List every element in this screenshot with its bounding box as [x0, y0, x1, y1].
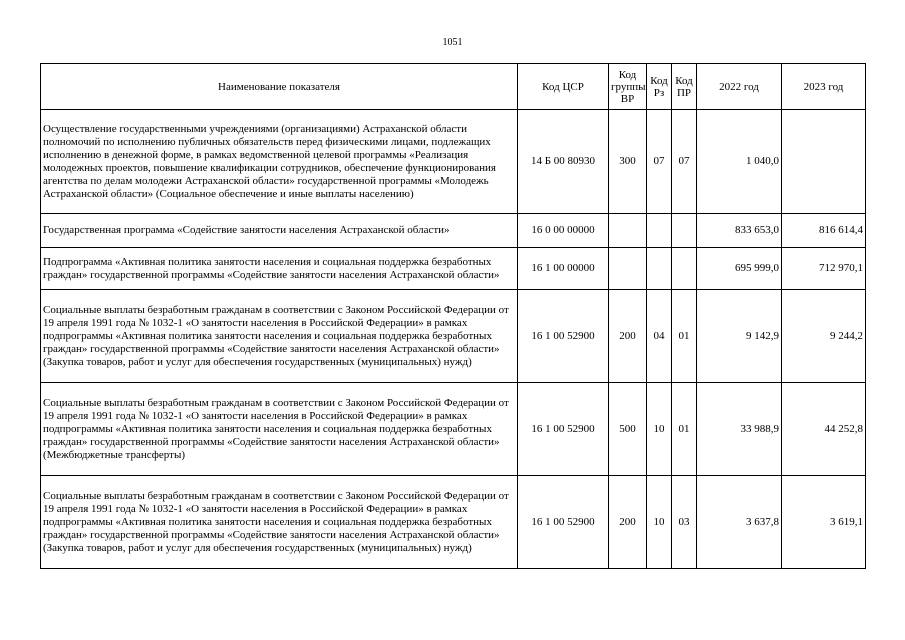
row-pr	[672, 248, 697, 290]
row-csr: 16 1 00 52900	[518, 383, 609, 476]
row-2022: 3 637,8	[697, 476, 782, 569]
budget-table	[40, 63, 866, 569]
row-2022: 33 988,9	[697, 383, 782, 476]
header-pr: Код ПР	[672, 64, 697, 110]
row-vr: 200	[609, 290, 647, 383]
row-vr: 300	[609, 110, 647, 214]
row-vr	[609, 214, 647, 248]
header-csr: Код ЦСР	[518, 64, 609, 110]
row-csr: 16 0 00 00000	[518, 214, 609, 248]
table-row	[41, 383, 866, 476]
row-csr: 16 1 00 00000	[518, 248, 609, 290]
table-row	[41, 248, 866, 290]
header-name: Наименование показателя	[41, 64, 518, 110]
row-rz	[647, 248, 672, 290]
row-name: Социальные выплаты безработным гражданам в соответствии с Законом Российской Федерации от 19 апреля 1991 года № 1032-1 «О занятости населения в Российской Федерации» в рамках подпрограммы «Активная политика занятости населения и социальная поддержка безработных граждан» государственной программы «Содействие занятости населения Астраханской области» (Межбюджетные трансферты)	[41, 383, 518, 476]
row-2023	[782, 110, 866, 214]
header-rz: Код Рз	[647, 64, 672, 110]
row-vr: 200	[609, 476, 647, 569]
row-rz: 04	[647, 290, 672, 383]
row-pr: 07	[672, 110, 697, 214]
row-csr: 14 Б 00 80930	[518, 110, 609, 214]
table-row	[41, 110, 866, 214]
row-2022: 1 040,0	[697, 110, 782, 214]
row-2023: 3 619,1	[782, 476, 866, 569]
header-vr: Код группы ВР	[609, 64, 647, 110]
header-2022: 2022 год	[697, 64, 782, 110]
row-name: Государственная программа «Содействие занятости населения Астраханской области»	[41, 214, 518, 248]
row-pr: 01	[672, 383, 697, 476]
row-rz: 10	[647, 383, 672, 476]
row-2023: 816 614,4	[782, 214, 866, 248]
table-row	[41, 290, 866, 383]
page-number: 1051	[442, 37, 463, 48]
row-pr: 01	[672, 290, 697, 383]
table-row	[41, 476, 866, 569]
row-csr: 16 1 00 52900	[518, 476, 609, 569]
row-pr: 03	[672, 476, 697, 569]
row-vr: 500	[609, 383, 647, 476]
row-name: Подпрограмма «Активная политика занятости населения и социальная поддержка безработных граждан» государственной программы «Содействие занятости населения Астраханской области»	[41, 248, 518, 290]
row-2022: 695 999,0	[697, 248, 782, 290]
row-2023: 44 252,8	[782, 383, 866, 476]
row-2022: 9 142,9	[697, 290, 782, 383]
row-rz	[647, 214, 672, 248]
row-2023: 712 970,1	[782, 248, 866, 290]
row-name: Осуществление государственными учреждениями (организациями) Астраханской области полномочий по исполнению публичных обязательств перед физическими лицами, подлежащих исполнению в денежной форме, в рамках ведомственной целевой программы «Реализация молодежных проектов, повышение квалификации сотрудников, обеспечение функционирования агентства по делам молодежи Астраханской области» государственной программы «Молодежь Астраханской области» (Социальное обеспечение и иные выплаты населению)	[41, 110, 518, 214]
table-row	[41, 214, 866, 248]
row-2022: 833 653,0	[697, 214, 782, 248]
header-2023: 2023 год	[782, 64, 866, 110]
row-name: Социальные выплаты безработным гражданам в соответствии с Законом Российской Федерации от 19 апреля 1991 года № 1032-1 «О занятости населения в Российской Федерации» в рамках подпрограммы «Активная политика занятости населения и социальная поддержка безработных граждан» государственной программы «Содействие занятости населения Астраханской области» (Закупка товаров, работ и услуг для обеспечения государственных (муниципальных) нужд)	[41, 476, 518, 569]
table-header-row	[41, 64, 866, 110]
row-2023: 9 244,2	[782, 290, 866, 383]
row-vr	[609, 248, 647, 290]
row-name: Социальные выплаты безработным гражданам в соответствии с Законом Российской Федерации от 19 апреля 1991 года № 1032-1 «О занятости населения в Российской Федерации» в рамках подпрограммы «Активная политика занятости населения и социальная поддержка безработных граждан» государственной программы «Содействие занятости населения Астраханской области» (Закупка товаров, работ и услуг для обеспечения государственных (муниципальных) нужд)	[41, 290, 518, 383]
row-pr	[672, 214, 697, 248]
row-rz: 10	[647, 476, 672, 569]
row-csr: 16 1 00 52900	[518, 290, 609, 383]
row-rz: 07	[647, 110, 672, 214]
